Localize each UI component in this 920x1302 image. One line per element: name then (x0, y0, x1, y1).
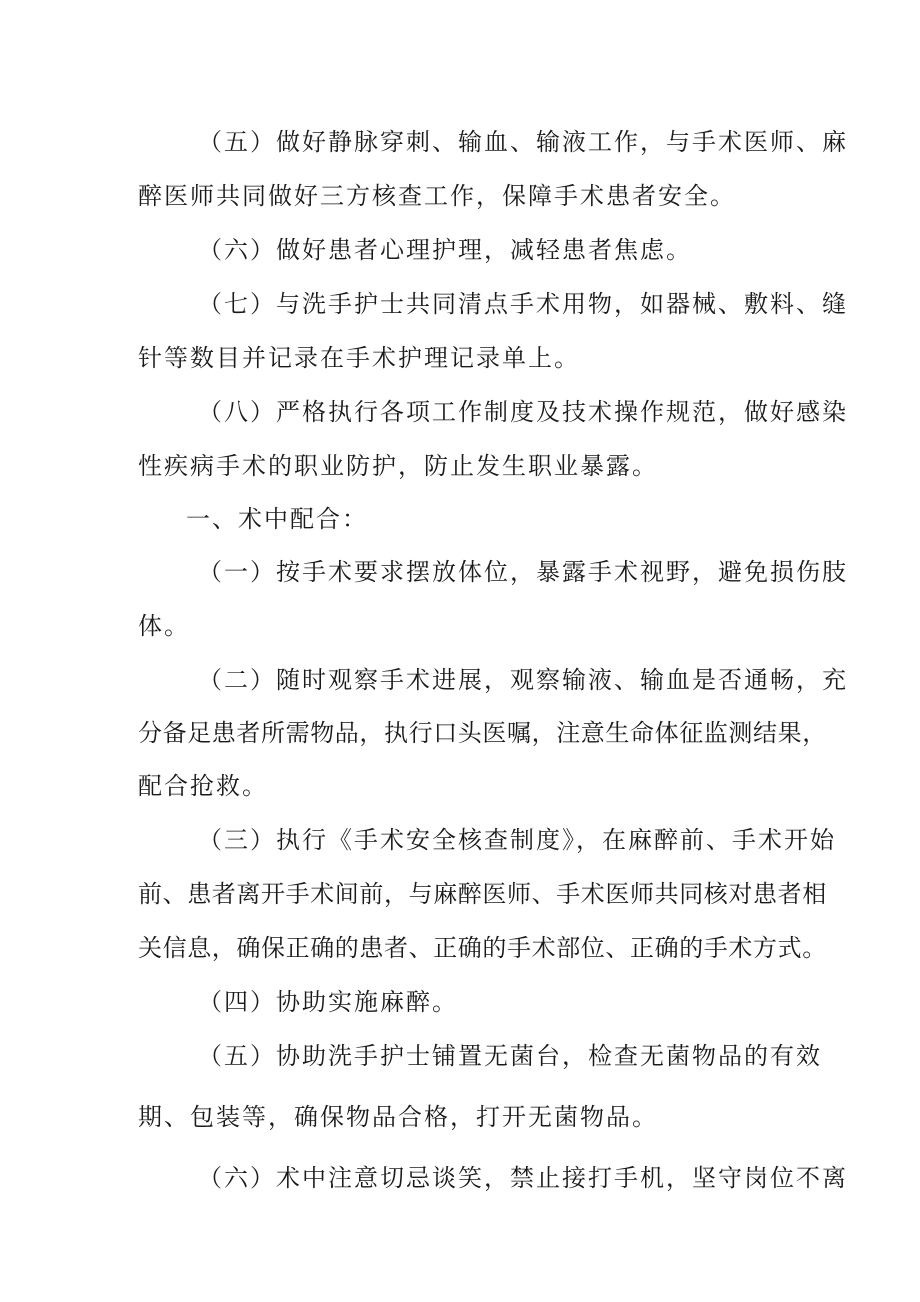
text-line: 期、包装等，确保物品合格，打开无菌物品。 (138, 1103, 658, 1131)
text-line: （六）术中注意切忌谈笑，禁止接打手机，坚守岗位不离 (198, 1164, 848, 1192)
text-line: 分备足患者所需物品，执行口头医嘱，注意生命体征监测结果， (138, 719, 827, 747)
text-line: （四）协助实施麻醉。 (198, 988, 458, 1016)
text-line: 关信息，确保正确的患者、正确的手术部位、正确的手术方式。 (138, 934, 827, 962)
text-line: （八）严格执行各项工作制度及技术操作规范，做好感染 (198, 398, 848, 426)
text-line: 醉医师共同做好三方核查工作，保障手术患者安全。 (138, 182, 736, 210)
text-line: （七）与洗手护士共同清点手术用物，如器械、敷料、缝 (198, 290, 848, 318)
text-line: 配合抢救。 (138, 772, 268, 800)
text-line: （三）执行《手术安全核查制度》，在麻醉前、手术开始 (198, 826, 836, 854)
section-heading: 一、术中配合： (186, 505, 368, 533)
text-line: 前、患者离开手术间前，与麻醉医师、手术医师共同核对患者相 (138, 880, 827, 908)
text-line: （二）随时观察手术进展，观察输液、输血是否通畅，充 (198, 666, 848, 694)
text-line: 性疾病手术的职业防护，防止发生职业暴露。 (138, 452, 658, 480)
text-line: （六）做好患者心理护理，减轻患者焦虑。 (198, 236, 692, 264)
text-line: （五）做好静脉穿刺、输血、输液工作，与手术医师、麻 (198, 128, 848, 156)
text-line: 针等数目并记录在手术护理记录单上。 (138, 344, 580, 372)
text-line: （一）按手术要求摆放体位，暴露手术视野，避免损伤肢 (198, 558, 848, 586)
text-line: 体。 (138, 612, 190, 640)
text-line: （五）协助洗手护士铺置无菌台，检查无菌物品的有效 (198, 1042, 822, 1070)
